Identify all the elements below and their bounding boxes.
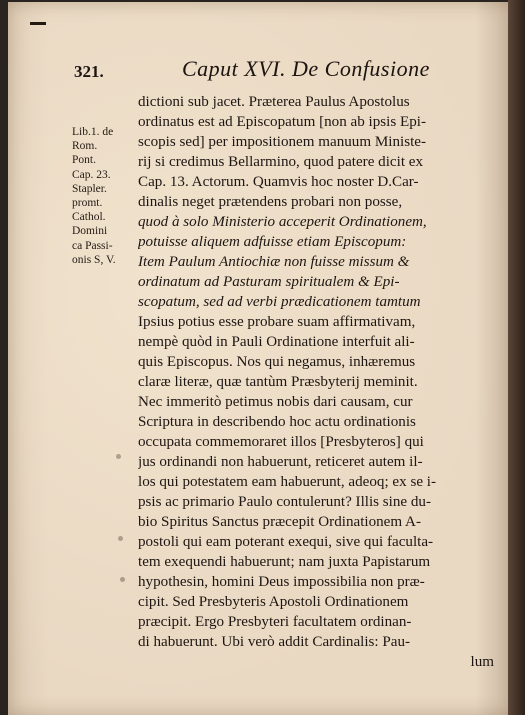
text-line: potuisse aliquem adfuisse etiam Episcopum: xyxy=(138,234,407,250)
text-line: ordinatum ad Pasturam spiritualem & Epi- xyxy=(138,274,400,290)
text-line: Scriptura in describendo hoc actu ordinationis xyxy=(138,414,416,430)
text-line: Cap. 13. Actorum. Quamvis hoc noster D.Car- xyxy=(138,174,419,190)
catchword: lum xyxy=(470,654,494,670)
ink-spot xyxy=(116,454,121,459)
text-line: postoli qui eam poterant exequi, sive qui faculta- xyxy=(138,534,434,550)
text-line: bio Spiritus Sanctus præcepit Ordinationem A- xyxy=(138,514,421,530)
page-number: 321. xyxy=(74,62,104,81)
text-line: Item Paulum Antiochiæ non fuisse missum & xyxy=(138,254,410,270)
ink-spot xyxy=(120,577,125,582)
body-text xyxy=(138,92,500,672)
text-line: scopis sed] per impositionem manuum Ministe- xyxy=(138,134,427,150)
text-line: nempè quòd in Pauli Ordinatione interfuit ali- xyxy=(138,334,415,350)
text-line: los qui potestatem eam habuerunt, adeoq; ex se i- xyxy=(138,474,437,490)
text-line: jus ordinandi non habuerunt, reticeret autem il- xyxy=(138,454,423,470)
margin-note-line: Stapler. xyxy=(72,182,107,195)
text-line: quis Episcopus. Nos qui negamus, inhæremus xyxy=(138,354,416,370)
text-line: di habuerunt. Ubi verò addit Cardinalis: Pau- xyxy=(138,634,411,650)
text-line: claræ literæ, quæ tantùm Præsbyterij meminit. xyxy=(138,374,418,390)
margin-note-line: promt. xyxy=(72,197,103,210)
text-line: cipit. Sed Presbyteris Apostoli Ordinationem xyxy=(138,594,409,610)
text-line: dinalis neget prætendens probari non posse, xyxy=(138,194,403,210)
margin-note-line: Domini xyxy=(72,225,108,238)
text-line: Ipsius potius esse probare suam affirmativam, xyxy=(138,314,416,330)
printer-mark xyxy=(30,22,46,25)
text-line: quod à solo Ministerio acceperit Ordinationem, xyxy=(138,214,427,230)
text-line: psis ac primario Paulo contulerunt? Illis sine du- xyxy=(138,494,432,510)
margin-note-line: Rom. xyxy=(72,140,98,153)
text-line: ordinatus est ad Episcopatum [non ab ipsis Epi- xyxy=(138,114,426,130)
text-line: tem exequendi habuerunt; nam juxta Papistarum xyxy=(138,554,431,570)
margin-note-line: onis S, V. xyxy=(72,253,116,266)
text-line: dictioni sub jacet. Præterea Paulus Apostolus xyxy=(138,94,410,110)
text-line: occupata commemoraret illos [Presbyteros] qui xyxy=(138,434,424,450)
page-header xyxy=(70,52,500,84)
margin-note-line: Cathol. xyxy=(72,211,106,224)
text-line: hypothesin, homini Deus impossibilia non præ- xyxy=(138,574,425,590)
margin-note-line: Cap. 23. xyxy=(72,168,111,181)
text-line: scopatum, sed ad verbi prædicationem tamtum xyxy=(138,294,421,310)
margin-note-line: ca Passi- xyxy=(72,239,113,252)
book-page xyxy=(8,2,516,715)
margin-note-line: Pont. xyxy=(72,154,96,167)
running-title: Caput XVI. De Confusione xyxy=(182,56,430,81)
text-line: rij si credimus Bellarmino, quod patere dicit ex xyxy=(138,154,424,170)
margin-note-line: Lib.1. de xyxy=(72,126,114,138)
book-spine-edge xyxy=(508,0,525,715)
text-line: præcipit. Ergo Presbyteri facultatem ordinan- xyxy=(138,614,412,630)
ink-spot xyxy=(118,536,123,541)
text-line: Nec immeritò petimus nobis dari causam, cur xyxy=(138,394,413,410)
margin-note xyxy=(72,125,134,267)
